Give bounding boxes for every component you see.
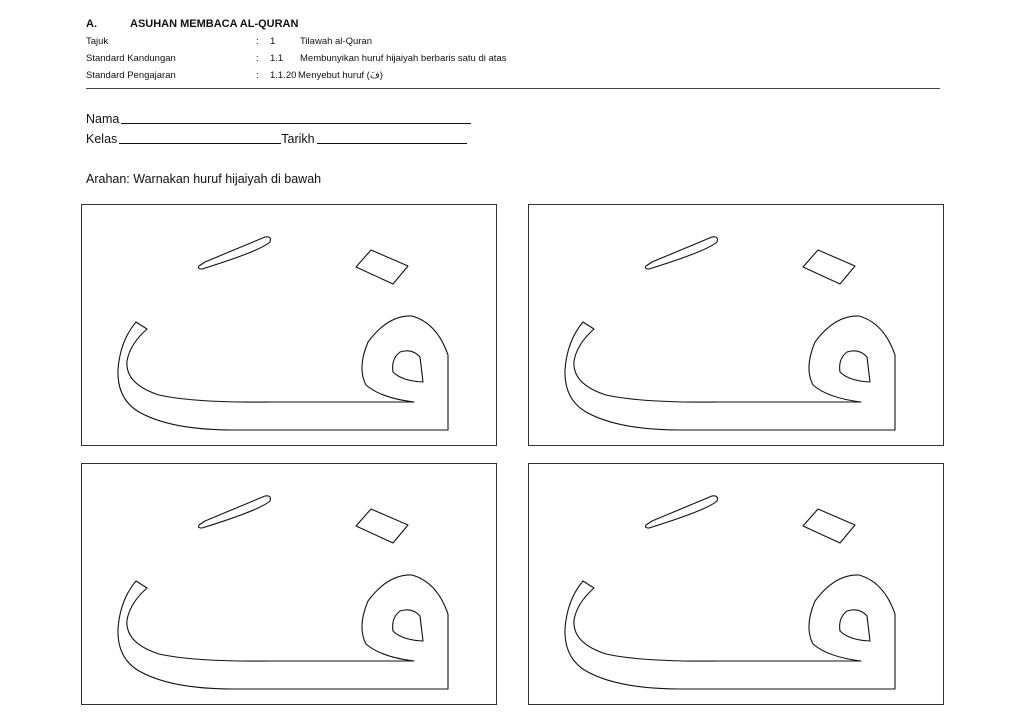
meta-label: Standard Kandungan xyxy=(86,53,176,64)
section-title-row xyxy=(86,18,940,33)
letter-fa-outline xyxy=(82,464,498,706)
instruction-text: Arahan: Warnakan huruf hijaiyah di bawah xyxy=(86,172,322,186)
letter-body xyxy=(118,575,448,689)
class-field[interactable] xyxy=(119,129,281,144)
letter-loop xyxy=(840,351,870,382)
fathah-mark xyxy=(645,237,717,269)
letter-loop xyxy=(393,351,423,382)
meta-row-tajuk xyxy=(86,33,940,50)
letter-body xyxy=(118,316,448,430)
section-number: A. xyxy=(86,18,97,30)
fathah-mark xyxy=(645,496,717,528)
meta-text: Membunyikan huruf hijaiyah berbaris satu di atas xyxy=(300,53,507,64)
meta-colon: : xyxy=(256,53,259,64)
header-divider xyxy=(86,88,940,89)
name-field[interactable] xyxy=(121,109,471,124)
meta-colon: : xyxy=(256,36,259,47)
meta-code: 1 xyxy=(270,36,276,47)
name-label: Nama xyxy=(86,112,120,126)
meta-text: Menyebut huruf (فَ) xyxy=(298,70,383,81)
date-label: Tarikh xyxy=(281,132,315,146)
dot-mark xyxy=(803,509,855,543)
meta-row-standard-pengajaran xyxy=(86,67,940,84)
class-label: Kelas xyxy=(86,132,118,146)
worksheet-header xyxy=(86,18,940,84)
dot-mark xyxy=(356,250,408,284)
letter-fa-outline xyxy=(529,464,945,706)
coloring-panel-1[interactable] xyxy=(81,204,497,446)
section-title: ASUHAN MEMBACA AL-QURAN xyxy=(130,18,299,30)
meta-text: Tilawah al-Quran xyxy=(300,36,372,47)
dot-mark xyxy=(356,509,408,543)
letter-fa-outline xyxy=(529,205,945,447)
meta-row-standard-kandungan xyxy=(86,50,940,67)
date-field[interactable] xyxy=(317,129,467,144)
letter-fa-outline xyxy=(82,205,498,447)
meta-label: Standard Pengajaran xyxy=(86,70,176,81)
letter-body xyxy=(565,316,895,430)
meta-label: Tajuk xyxy=(86,36,109,47)
letter-loop xyxy=(840,610,870,641)
meta-code: 1.1 xyxy=(270,53,284,64)
coloring-panel-2[interactable] xyxy=(528,204,944,446)
meta-code: 1.1.20 xyxy=(270,70,297,81)
class-date-row xyxy=(86,129,471,149)
coloring-panel-4[interactable] xyxy=(528,463,944,705)
coloring-panel-3[interactable] xyxy=(81,463,497,705)
dot-mark xyxy=(803,250,855,284)
fathah-mark xyxy=(198,237,270,269)
student-fields xyxy=(86,109,471,149)
fathah-mark xyxy=(198,496,270,528)
meta-colon: : xyxy=(256,70,259,81)
letter-body xyxy=(565,575,895,689)
name-row xyxy=(86,109,471,129)
letter-loop xyxy=(393,610,423,641)
